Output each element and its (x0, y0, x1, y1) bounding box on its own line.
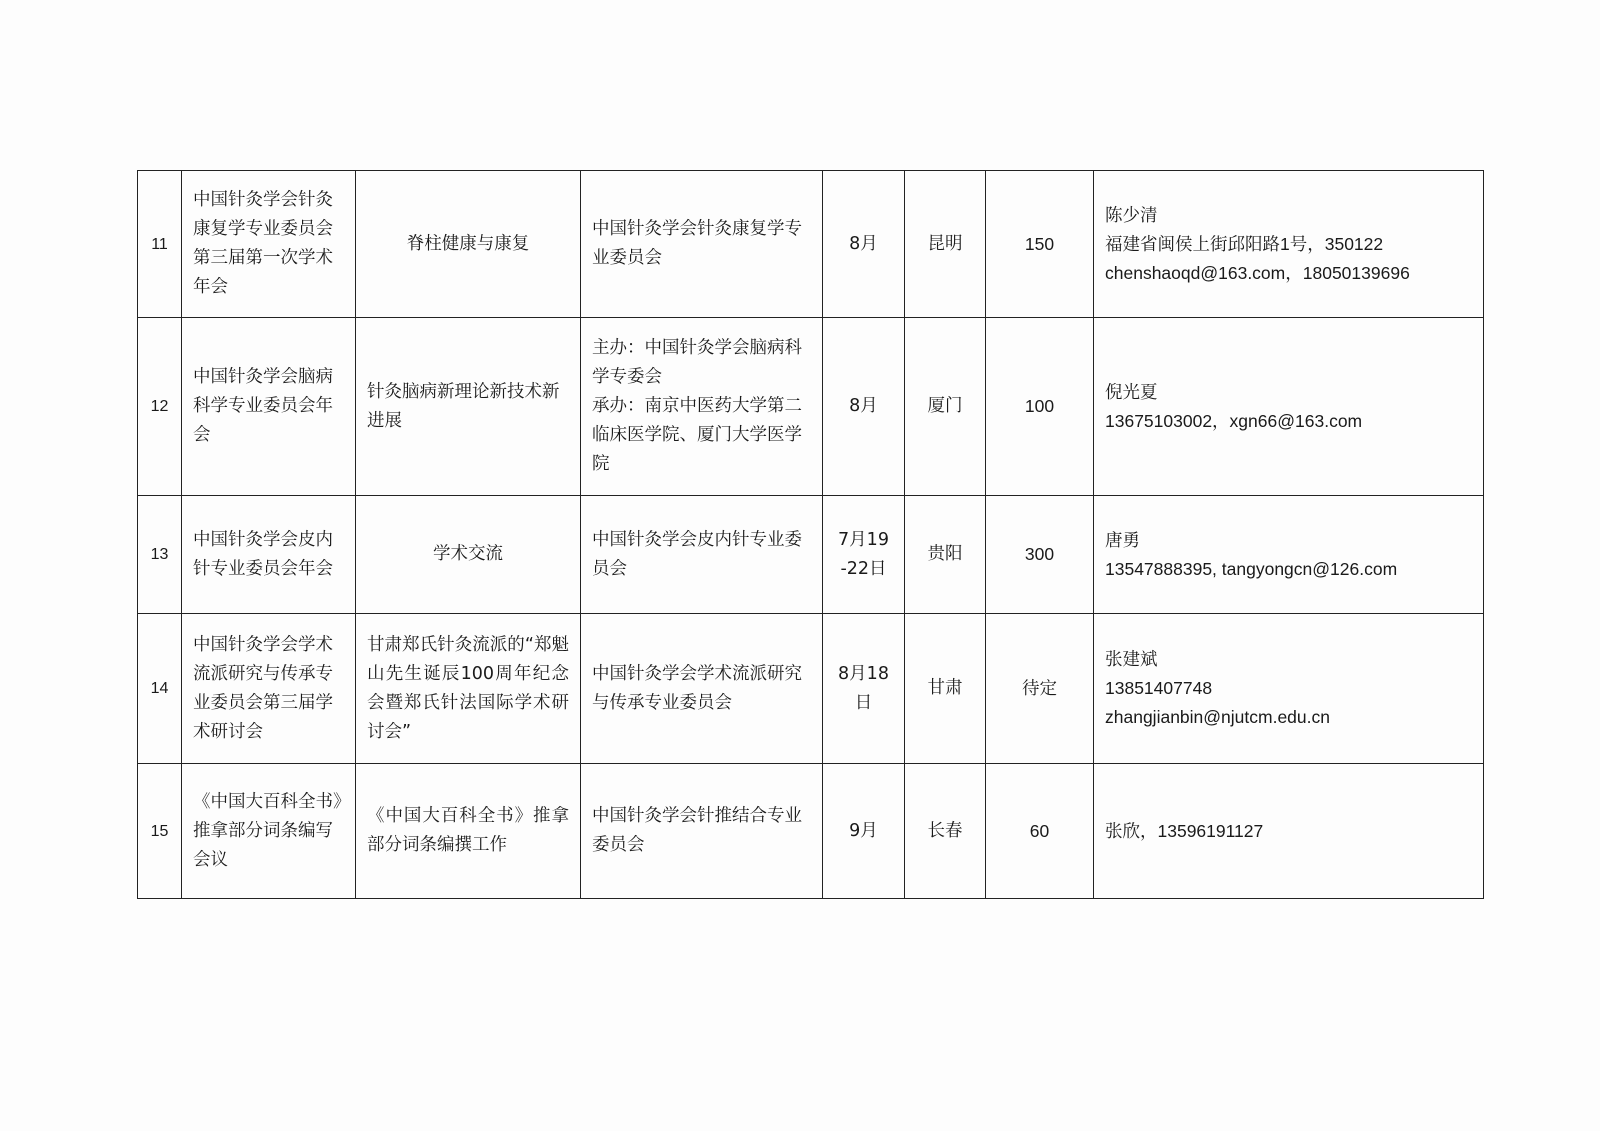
meeting-scale: 300 (986, 496, 1094, 614)
contact-phone: 13851407748 (1105, 678, 1213, 698)
organizer: 中国针灸学会针推结合专业委员会 (581, 764, 823, 899)
meeting-name: 中国针灸学会皮内针专业委员会年会 (182, 496, 356, 614)
meeting-name: 中国针灸学会学术流派研究与传承专业委员会第三届学术研讨会 (182, 614, 356, 764)
contact-info (1094, 171, 1484, 318)
organizer: 中国针灸学会针灸康复学专业委员会 (581, 171, 823, 318)
contact-person: 唐勇 (1105, 529, 1140, 550)
meeting-name: 《中国大百科全书》推拿部分词条编写会议 (182, 764, 356, 899)
contact-email: zhangjianbin@njutcm.edu.cn (1105, 707, 1330, 727)
meeting-name: 中国针灸学会针灸康复学专业委员会第三届第一次学术年会 (182, 171, 356, 318)
table-row (138, 496, 1484, 614)
meetings-table (137, 170, 1484, 899)
table-row (138, 764, 1484, 899)
organizer-host: 主办：中国针灸学会脑病科学专委会 (592, 338, 802, 387)
contact-phone-email: 13675103002，xgn66@163.com (1105, 410, 1363, 431)
table-row (138, 614, 1484, 764)
meeting-name: 中国针灸学会脑病科学专业委员会年会 (182, 318, 356, 496)
contact-info (1094, 614, 1484, 764)
meeting-scale: 60 (986, 764, 1094, 899)
contact-info (1094, 764, 1484, 899)
meeting-theme: 针灸脑病新理论新技术新进展 (356, 318, 581, 496)
organizer (581, 318, 823, 496)
meeting-place: 贵阳 (905, 496, 986, 614)
meeting-theme: 脊柱健康与康复 (356, 171, 581, 318)
meeting-scale: 150 (986, 171, 1094, 318)
organizer: 中国针灸学会皮内针专业委员会 (581, 496, 823, 614)
contact-email-phone: chenshaoqd@163.com，18050139696 (1105, 262, 1410, 283)
row-number: 12 (138, 318, 182, 496)
contact-person: 倪光夏 (1105, 381, 1158, 402)
meeting-theme: 《中国大百科全书》推拿部分词条编撰工作 (356, 764, 581, 899)
meeting-time: 8月 (823, 318, 905, 496)
meeting-time: 9月 (823, 764, 905, 899)
row-number: 11 (138, 171, 182, 318)
contact-phone-email: 13547888395, tangyongcn@126.com (1105, 558, 1398, 579)
meeting-theme: 甘肃郑氏针灸流派的“郑魁山先生诞辰100周年纪念会暨郑氏针法国际学术研讨会” (356, 614, 581, 764)
contact-info (1094, 318, 1484, 496)
table-row (138, 171, 1484, 318)
meeting-scale: 100 (986, 318, 1094, 496)
meeting-scale: 待定 (986, 614, 1094, 764)
meeting-place: 昆明 (905, 171, 986, 318)
contact-person-phone: 张欣，13596191127 (1105, 820, 1264, 841)
organizer: 中国针灸学会学术流派研究与传承专业委员会 (581, 614, 823, 764)
meeting-place: 厦门 (905, 318, 986, 496)
meeting-time: 7月19-22日 (823, 496, 905, 614)
meeting-time: 8月 (823, 171, 905, 318)
contact-person: 陈少清 (1105, 204, 1158, 225)
row-number: 15 (138, 764, 182, 899)
table-row (138, 318, 1484, 496)
contact-person: 张建斌 (1105, 649, 1158, 669)
meeting-place: 长春 (905, 764, 986, 899)
row-number: 13 (138, 496, 182, 614)
meeting-place: 甘肃 (905, 614, 986, 764)
contact-address: 福建省闽侯上街邱阳路1号，350122 (1105, 233, 1384, 254)
row-number: 14 (138, 614, 182, 764)
meeting-time: 8月18日 (823, 614, 905, 764)
organizer-undertaker: 承办：南京中医药大学第二临床医学院、厦门大学医学院 (592, 396, 802, 474)
meeting-theme: 学术交流 (356, 496, 581, 614)
contact-info (1094, 496, 1484, 614)
